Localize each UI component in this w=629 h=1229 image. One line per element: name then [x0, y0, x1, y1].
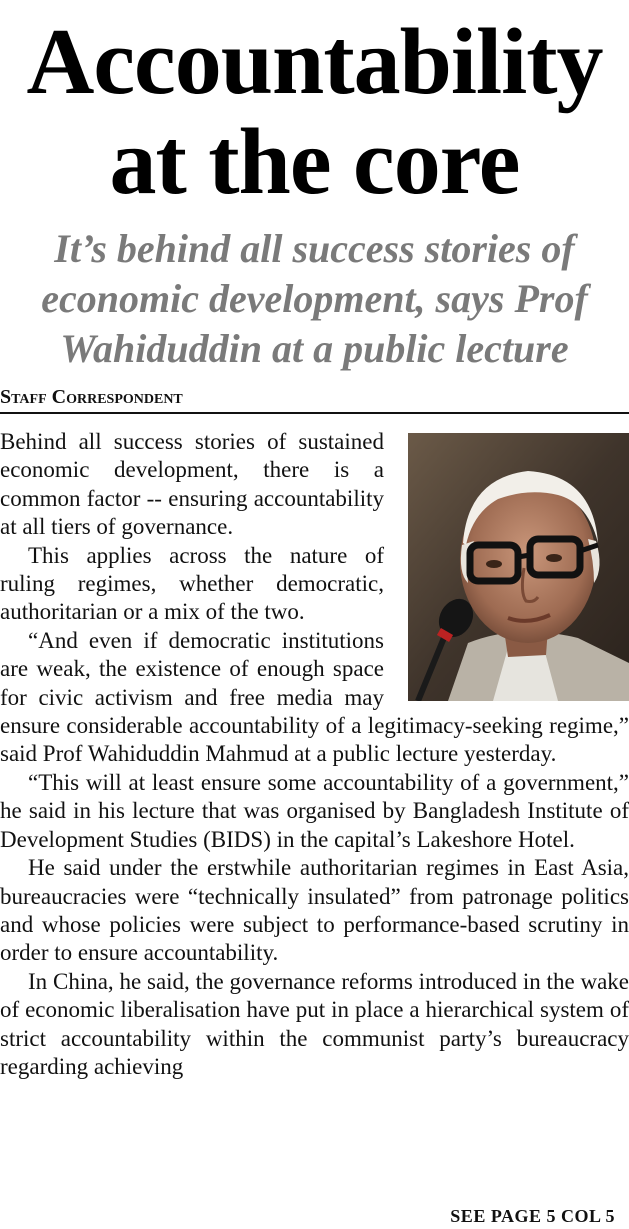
byline-text: Staff Correspondent — [0, 386, 183, 408]
subheadline-line-2: economic development, says Prof — [41, 276, 588, 321]
article-paragraph-3: “And even if democratic institutions are weak, the existence of enough space for civic activism and free media may ensure considerable accountability of a legitimacy-seeking regime,” said Prof Wahiduddin Mahmud at a public lecture yesterday. — [0, 627, 629, 767]
headline-line-1: Accountability — [26, 10, 603, 114]
speaker-photo — [408, 433, 629, 701]
subheadline-line-1: It’s behind all success stories of — [54, 226, 575, 271]
subheadline-line-3: Wahiduddin at a public lecture — [60, 326, 569, 371]
continuation-text: SEE PAGE 5 COL 5 — [450, 1206, 615, 1226]
article-paragraph-5: He said under the erstwhile authoritarian regimes in East Asia, bureaucracies were “technically insulated” from patronage politics and whose policies were subject to performance-based scrutiny in order to ensure accountability. — [0, 855, 629, 966]
article-paragraph-1: Behind all success stories of sustained economic development, there is a common factor -- ensuring accountability at all tiers of governance. — [0, 429, 384, 540]
article-paragraph-4: “This will at least ensure some accountability of a government,” he said in his lecture that was organised by Bangladesh Institute of Development Studies (BIDS) in the capital’s Lakeshore Hotel. — [0, 769, 629, 852]
byline — [0, 386, 629, 414]
article-paragraph-6: In China, he said, the governance reforms introduced in the wake of economic liberalisation have put in place a hierarchical system of strict accountability within the communist party’s bureaucracy regarding achieving — [0, 968, 629, 1079]
article-paragraph-2: This applies across the nature of ruling regimes, whether democratic, authoritarian or a mix of the two. — [0, 542, 384, 625]
article-body — [0, 428, 629, 1081]
subheadline — [0, 224, 629, 374]
headline — [0, 0, 629, 212]
headline-line-2: at the core — [109, 110, 520, 214]
speaker-portrait-illustration — [408, 433, 629, 701]
continuation-jump-line — [450, 1206, 615, 1227]
